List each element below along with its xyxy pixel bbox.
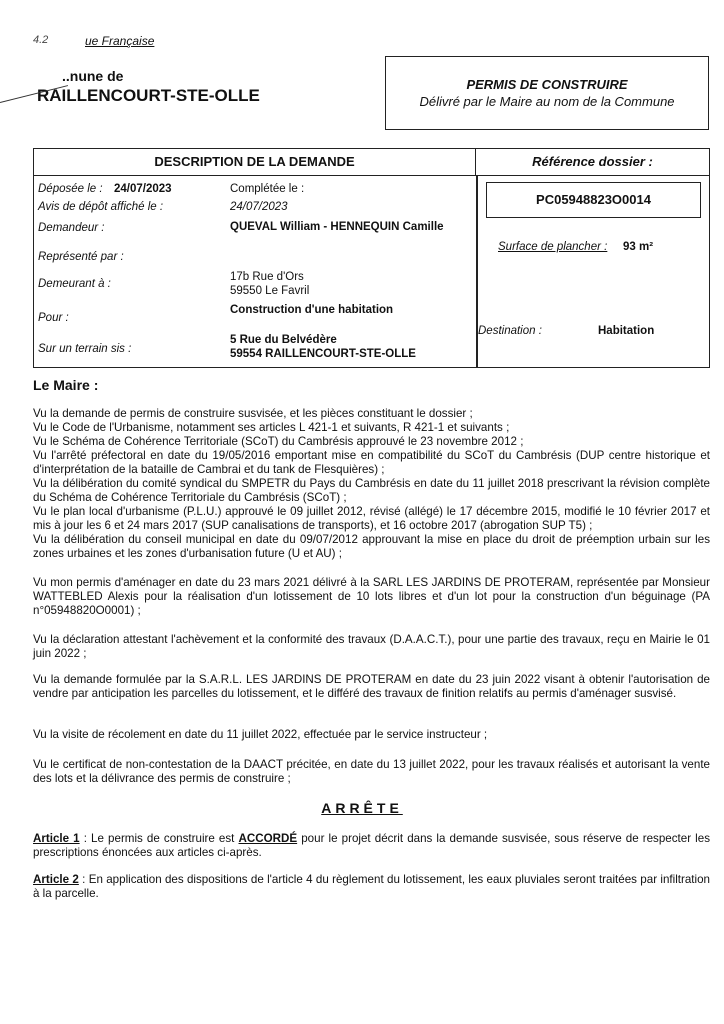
surface-value: 93 m² <box>623 241 654 253</box>
destination-label: Destination : <box>478 325 542 337</box>
para-visite: Vu la visite de récolement en date du 11 juillet 2022, effectuée par le service instructeur ; <box>33 728 488 741</box>
vu-line: Vu le Schéma de Cohérence Territoriale (SCoT) du Cambrésis approuvé le 23 novembre 2012 ; <box>33 435 524 448</box>
demandeur-label: Demandeur : <box>38 222 105 234</box>
para-certificat: Vu le certificat de non-contestation de la DAACT précitée, en date du 13 juillet 2022, pour les travaux réalisés et autorisant la vente des lots et la délivrance des permis de construire ; <box>33 758 710 785</box>
surface-label: Surface de plancher : <box>498 241 608 253</box>
permit-title: PERMIS DE CONSTRUIRE <box>466 77 628 92</box>
demeurant-label: Demeurant à : <box>38 278 111 290</box>
vu-line: Vu l'arrêté préfectoral en date du 19/05/2016 emportant mise en compatibilité du SCoT du Cambrésis (DUP centre historique et d'interprétation de la bataille de Cambrai et du tank de Flesquières) ; <box>33 449 710 476</box>
article-1-label: Article 1 <box>33 832 80 845</box>
terrain-line1: 5 Rue du Belvédère <box>230 334 337 346</box>
terrain-label: Sur un terrain sis : <box>38 343 132 355</box>
represente-label: Représenté par : <box>38 251 124 263</box>
terrain-line2: 59554 RAILLENCOURT-STE-OLLE <box>230 348 416 360</box>
article-1 <box>33 832 710 860</box>
para-permis-amenager: Vu mon permis d'aménager en date du 23 mars 2021 délivré à la SARL LES JARDINS DE PROTERAM, représentée par Monsieur WATTEBLED Alexis pour la réalisation d'un lotissement de 10 lots libres et d'un lot pour la construction d'un béguinage (PA n°05948820O0001) ; <box>33 576 710 617</box>
column-divider <box>476 176 478 367</box>
reference-heading: Référence dossier : <box>476 149 709 176</box>
vu-line: Vu la délibération du comité syndical du SMPETR du Pays du Cambrésis en date du 11 juillet 2018 prescrivant la révision complète du Schéma de Cohérence Territoriale du Cambrésis (SCoT) ; <box>33 477 710 504</box>
pour-value: Construction d'une habitation <box>230 304 394 316</box>
description-heading: DESCRIPTION DE LA DEMANDE <box>34 149 476 176</box>
deposee-label: Déposée le : <box>38 183 103 195</box>
arrete-heading: ARRÊTE <box>321 800 403 816</box>
avis-label: Avis de dépôt affiché le : <box>38 201 164 213</box>
vu-line: Vu la demande de permis de construire susvisée, et les pièces constituant le dossier ; <box>33 407 473 420</box>
article-1-accorde: ACCORDÉ <box>238 832 298 845</box>
vu-block <box>33 407 710 561</box>
article-1-text-post: pour le projet décrit dans la demande susvisée, sous réserve de respecter les prescriptions énoncées aux articles ci-après. <box>33 832 710 859</box>
article-2 <box>33 873 710 901</box>
vu-line: Vu la délibération du conseil municipal en date du 09/07/2012 approuvant la mise en place du droit de préemption urbain sur les zones urbaines et les zones d'urbanisation future (U et AU) ; <box>33 533 710 560</box>
description-table <box>33 148 710 368</box>
demeurant-line2: 59550 Le Favril <box>230 285 310 297</box>
destination-value: Habitation <box>598 325 655 337</box>
deposee-value: 24/07/2023 <box>114 183 172 195</box>
reference-value: PC05948823O0014 <box>486 182 701 218</box>
demeurant-line1: 17b Rue d'Ors <box>230 271 304 283</box>
completee-label: Complétée le : <box>230 183 305 195</box>
vu-line: Vu le plan local d'urbanisme (P.L.U.) approuvé le 09 juillet 2012, révisé (allégé) le 17 décembre 2015, modifié le 10 février 2017 et mis à jour les 6 et 24 mars 2017 (SUP canalisations de transports), et 16 octobre 2017 (abrogation SUP T5) ; <box>33 505 710 532</box>
commune-name: RAILLENCOURT-STE-OLLE <box>37 86 260 105</box>
para-daact: Vu la déclaration attestant l'achèvement et la conformité des travaux (D.A.A.C.T.), pour une partie des travaux, reçu en Mairie le 01 juin 2022 ; <box>33 633 710 660</box>
completee-value: 24/07/2023 <box>230 201 288 213</box>
vu-line: Vu le Code de l'Urbanisme, notamment ses articles L 421-1 et suivants, R 421-1 et suivants ; <box>33 421 510 434</box>
permit-subtitle: Délivré par le Maire au nom de la Commune <box>419 94 675 109</box>
republic-header: ue Française <box>85 34 155 48</box>
commune-label: ..nune de <box>62 68 124 84</box>
article-1-text-pre: : Le permis de construire est <box>79 832 239 845</box>
handwritten-annotation: 4.2 <box>33 34 49 46</box>
le-maire-heading: Le Maire : <box>33 377 99 393</box>
para-demande: Vu la demande formulée par la S.A.R.L. LES JARDINS DE PROTERAM en date du 23 juin 2022 visant à obtenir l'autorisation de vendre par anticipation les parcelles du lotissement, et le différé des travaux de finition relatifs au permis d'aménager susvisé. <box>33 673 710 700</box>
article-2-text: : En application des dispositions de l'article 4 du règlement du lotissement, les eaux pluviales seront traitées par infiltration à la parcelle. <box>33 873 710 900</box>
pour-label: Pour : <box>38 312 69 324</box>
article-2-label: Article 2 <box>33 873 79 886</box>
demandeur-value: QUEVAL William - HENNEQUIN Camille <box>230 221 444 233</box>
permit-title-box <box>385 56 709 130</box>
